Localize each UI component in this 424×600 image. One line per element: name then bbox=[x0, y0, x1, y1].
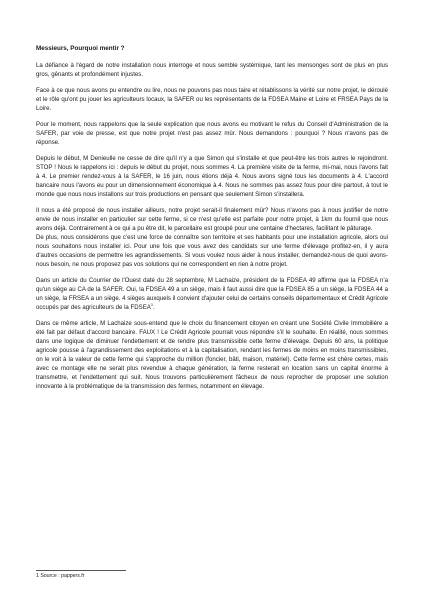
paragraph-verite: Face à ce que nous avons pu entendre ou lire, nous ne pouvons pas nous taire et rétablissons la vérité sur notre projet, le déroulé et le rôle qu'ont pu jouer les agriculteurs locaux, la SAFER ou les représentants de la FDSEA Maine et Loire et FRSEA Pays de la Loire. bbox=[36, 87, 388, 112]
paragraph-sieges-end: . bbox=[153, 304, 155, 311]
paragraph-installer-ailleurs: Il nous a été proposé de nous installer ailleurs, notre projet serait-il finalement mûr? Nous n'avons pas à nous justifier de notre envie de nous installer en particulier sur cette ferme, si ce n'est qu'elle est parfaite pour notre projet, à 1km du fournil que nous avons déjà. Contrairement à ce qui a pu être dit, le parcellaire est groupé pour une centaine d'hectares, facilitant le pâturage. bbox=[36, 207, 388, 232]
paragraph-sieges-fdsea bbox=[36, 276, 388, 312]
paragraph-financement-citoyen: Dans ce même article, M Lachaize sous-entend que le choix du financement citoyen en créant une Société Civile Immobilière a été fait par défaut d'accord bancaire. FAUX ! Le Crédit Agricole pourrait vous répondre s'il le souhaite. En réalité, nous sommes dans une logique de diminuer l'endettement et de rendre plus transmissible cette ferme d'élevage. Depuis 60 ans, la politique agricole pousse à l'agrandissement des exploitations et à la capitalisation, rendant les fermes de moins en moins transmissibles, on le voit à la valeur de cette ferme qui s'approche du million (foncier, bâti, maison, matériel). Cette ferme est chère certes, mais avec ce montage elle ne serait plus revendue à chaque génération, la ferme resterait en location sans un capital énorme à transmettre, et l'endettement qui suit. Nous trouvons particulièrement fâcheux de nous reprocher de proposer une solution innovante à la problématique de la transmission des fermes, notamment en élevage. bbox=[36, 320, 388, 390]
footnote-source: 1 Source : pappers.fr bbox=[36, 573, 85, 579]
footnote-divider bbox=[36, 570, 126, 571]
paragraph-defiance: La défiance à l'égard de notre installation nous interroge et nous semble systémique, tant les mensonges sont de plus en plus gros, gênants et profondément injustes. bbox=[36, 62, 388, 78]
paragraph-nous-sommes-4: Depuis le début, M Denieulle ne cesse de dire qu'il n'y a que Simon qui s'installe et que peut-être les trois autres le rejoindront. STOP ! Nous le rappelons ici : depuis le début du projet, nous sommes 4. La première visite de la ferme, mi-mai, nous l'avons fait à 4. Le premier rendez-vous à la SAFER, le 16 juin, nous étions déjà 4. Nous avons signé tous les documents à 4. L'accord bancaire nous l'avons eu pour un dimensionnement économique à 4. Nous ne sommes pas assez fous pour dire partout, à tout le monde que nous nous installons sur trois productions en pensant que seulement Simon s'installera. bbox=[36, 155, 388, 198]
footnote-reference[interactable]: 1 bbox=[150, 301, 154, 307]
paragraph-territoire: De plus, nous considérons que c'est une force de connaître son territoire et ses habitants pour une installation agricole, alors oui nous souhaitons nous installer ici. Pour une fois que vous avez des candidats sur une ferme d'élevage profitez-en, il y aura d'autres occasions de permettre les agrandissements. Si vous voulez nous aider à nous installer, demandez-nous de quoi avons-nous besoin, ne nous proposez pas vos solutions qui ne correspondent en rien à notre projet. bbox=[36, 234, 388, 268]
paragraph-refus-safer: Pour le moment, nous rappelons que la seule explication que nous avons eu motivant le refus du Conseil d'Administration de la SAFER, par voie de presse, est que notre projet n'est pas assez mûr. Nous demandons : pourquoi ? Nous n'avons pas de réponse. bbox=[36, 121, 388, 146]
paragraph-sieges-text: Dans un article du Courrier de l'Ouest daté du 28 septembre, M Lachaize, président de la FDSEA 49 affirme que la FDSEA n'a qu'un siège au CA de la SAFER. Oui, la FDSEA 49 a un siège, mais il faut aussi dire que la FDSEA 85 a un siège, la FDSEA 44 a un siège, la FRSEA a un siège. 4 sièges auxquels il convient d'ajouter celui de certains conseils départementaux et Crédit Agricole occupés par des agriculteurs de la FDSEA bbox=[36, 277, 388, 311]
document-title: Messieurs, Pourquoi mentir ? bbox=[36, 45, 125, 52]
